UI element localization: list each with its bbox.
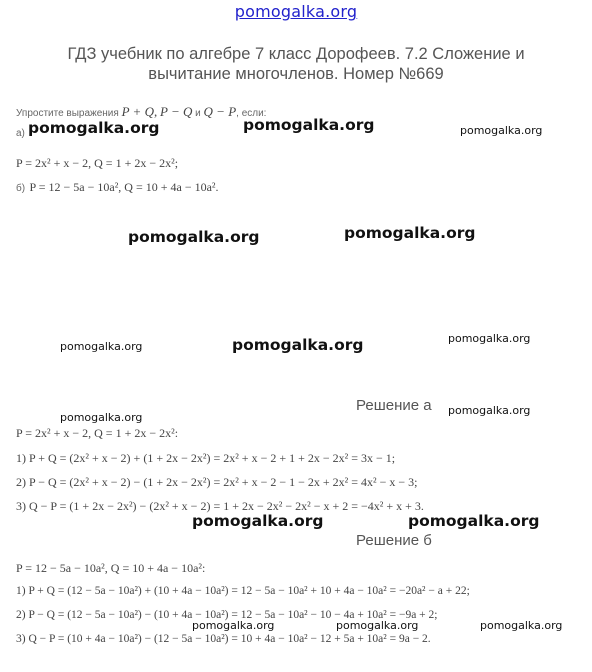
watermark: pomogalka.org (128, 228, 260, 246)
watermark: pomogalka.org (243, 116, 375, 134)
watermark: pomogalka.org (408, 512, 540, 530)
site-link[interactable]: pomogalka.org (234, 2, 358, 21)
task-expr-3: Q − P (203, 104, 237, 119)
task-and: и (195, 108, 201, 119)
solution-b-line-2: 2) P − Q = (12 − 5a − 10a²) − (10 + 4a − 10a²) = 12 − 5a − 10a² − 10 − 4a + 10a² = −9a + 2; (16, 609, 438, 621)
watermark: pomogalka.org (232, 336, 364, 354)
watermark: pomogalka.org (344, 224, 476, 242)
watermark: pomogalka.org (192, 619, 275, 632)
watermark: pomogalka.org (448, 404, 531, 417)
watermark: pomogalka.org (448, 332, 531, 345)
page-title (0, 44, 592, 84)
part-b-label: б) (16, 183, 26, 194)
solution-a-line-3: 3) Q − P = (1 + 2x − 2x²) − (2x² + x − 2) = 1 + 2x − 2x² − 2x² − x + 2 = −4x² + x + 3. (16, 499, 424, 513)
watermark: pomogalka.org (460, 124, 543, 137)
part-b-given: P = 12 − 5a − 10a², Q = 10 + 4a − 10a². (29, 180, 219, 194)
task-expr-2: P − Q (160, 104, 193, 119)
task-statement: Упростите выражения P + Q, P − Q и Q − P, если: (16, 104, 267, 119)
watermark: pomogalka.org (60, 340, 143, 353)
solution-b-heading: Решение б (356, 532, 432, 549)
part-a-label: а) (16, 128, 25, 139)
solution-a-line-1: 1) P + Q = (2x² + x − 2) + (1 + 2x − 2x²) = 2x² + x − 2 + 1 + 2x − 2x² = 3x − 1; (16, 451, 396, 465)
task-prompt: Упростите выражения (16, 108, 119, 119)
watermark: pomogalka.org (28, 119, 160, 137)
solution-a-given: P = 2x² + x − 2, Q = 1 + 2x − 2x²: (16, 426, 179, 440)
solution-a-heading: Решение а (356, 397, 432, 414)
watermark: pomogalka.org (192, 512, 324, 530)
watermark: pomogalka.org (480, 619, 563, 632)
task-expr-1: P + Q (121, 104, 154, 119)
solution-b-line-1: 1) P + Q = (12 − 5a − 10a²) + (10 + 4a − 10a²) = 12 − 5a − 10a² + 10 + 4a − 10a² = −20a² − a + 22; (16, 585, 470, 597)
solution-b-given: P = 12 − 5a − 10a², Q = 10 + 4a − 10a²: (16, 561, 206, 575)
solution-a-line-2: 2) P − Q = (2x² + x − 2) − (1 + 2x − 2x²) = 2x² + x − 2 − 1 − 2x + 2x² = 4x² − x − 3; (16, 475, 418, 489)
part-a-given: P = 2x² + x − 2, Q = 1 + 2x − 2x²; (16, 156, 179, 170)
title-line-1: ГДЗ учебник по алгебре 7 класс Дорофеев. 7.2 Сложение и (67, 45, 525, 63)
solution-b-line-3: 3) Q − P = (10 + 4a − 10a²) − (12 − 5a − 10a²) = 10 + 4a − 10a² − 12 + 5a + 10a² = 9a − 2. (16, 633, 431, 645)
title-line-2: вычитание многочленов. Номер №669 (148, 65, 444, 83)
part-b-row (16, 178, 219, 196)
task-tail: , если: (236, 108, 267, 119)
watermark: pomogalka.org (60, 411, 143, 424)
watermark: pomogalka.org (336, 619, 419, 632)
